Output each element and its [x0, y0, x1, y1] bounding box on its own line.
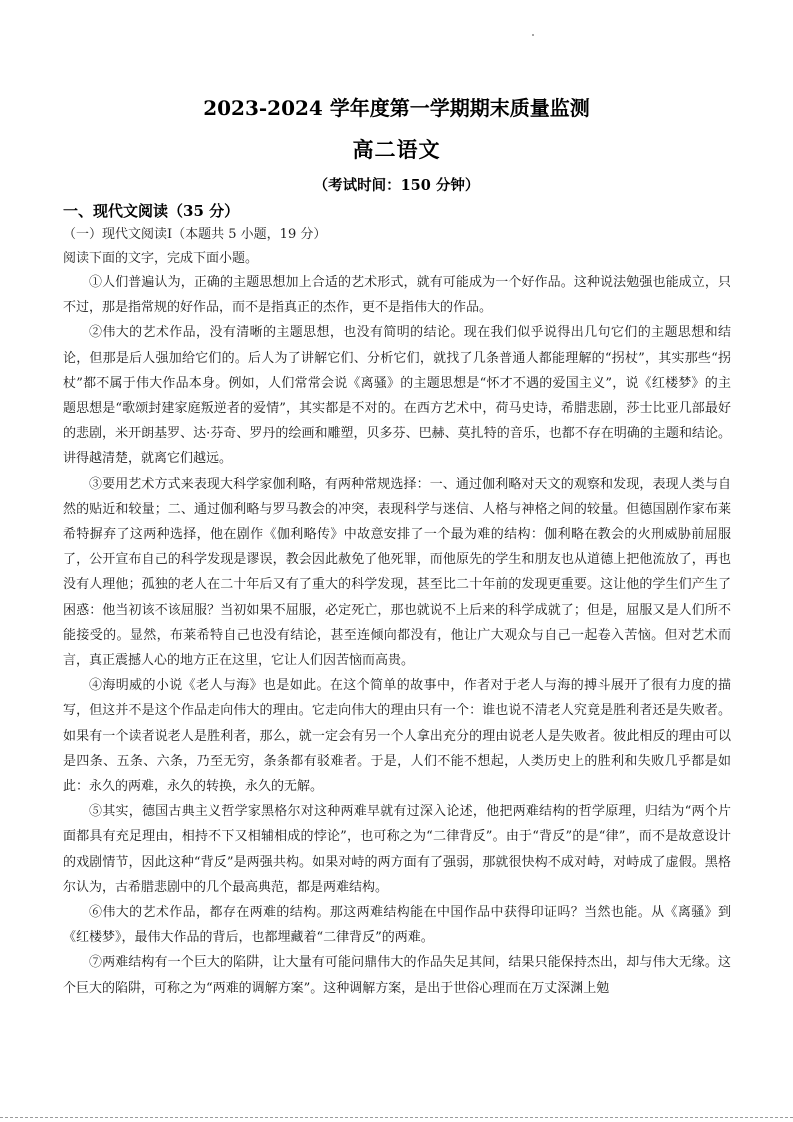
- exam-time: （考试时间：150 分钟）: [313, 177, 480, 194]
- paragraph-2: ②伟大的艺术作品，没有清晰的主题思想，也没有简明的结论。现在我们似乎说得出几句它们的主题思想和结论，但那是后人强加给它们的。后人为了讲解它们、分析它们，就找了几条普通人都能理解的“拐杖”，其实那些“拐杖”都不属于伟大作品本身。例如，人们常常会说《离骚》的主题思想是“怀才不遇的爱国主义”，说《红楼梦》的主题思想是“歌颂封建家庭叛逆者的爱情”，其实都是不对的。在西方艺术中，荷马史诗，希腊悲剧，莎士比亚几部最好的悲剧，米开朗基罗、达·芬奇、罗丹的绘画和雕塑，贝多芬、巴赫、莫扎特的音乐，也都不存在明确的主题和结论。讲得越清楚，就离它们越远。: [63, 325, 731, 467]
- paragraph-1: ①人们普遍认为，正确的主题思想加上合适的艺术形式，就有可能成为一个好作品。这种说法勉强也能成立，只不过，那是指常规的好作品，而不是指真正的杰作，更不是指伟大的作品。: [63, 275, 731, 316]
- reading-passage: [63, 270, 731, 1001]
- paragraph-6: ⑥伟大的艺术作品，都存在两难的结构。那这两难结构能在中国作品中获得印证吗？当然也能。从《离骚》到《红楼梦》，最伟大作品的背后，也都埋藏着“二律背反”的两难。: [63, 905, 731, 946]
- exam-title: 2023-2024 学年度第一学期期末质量监测: [203, 96, 590, 120]
- page-bottom-rule: [0, 1117, 793, 1118]
- paragraph-3: ③要用艺术方式来表现大科学家伽利略，有两种常规选择：一、通过伽利略对天文的观察和发现，表现人类与自然的贴近和较量；二、通过伽利略与罗马教会的冲突，表现科学与迷信、人格与神格之间的较量。但德国剧作家布莱希特摒弃了这两种选择，他在剧作《伽利略传》中故意安排了一个最为难的结构：伽利略在教会的火刑威胁前屈服了，公开宣布自己的科学发现是谬误，教会因此赦免了他死罪，而他原先的学生和朋友也从道德上把他流放了，再也没有人理他；孤独的老人在二十年后又有了重大的科学发现，甚至比二十年前的发现更重要。这让他的学生们产生了困惑：他当初该不该屈服？当初如果不屈服，必定死亡，那也就说不上后来的科学成就了；但是，屈服又是人们所不能接受的。显然，布莱希特自己也没有结论，甚至连倾向都没有，他让广大观众与自己一起卷入苦恼。但对艺术而言，真正震撼人心的地方正在这里，它让人们因苦恼而高贵。: [63, 476, 731, 669]
- paragraph-7: ⑦两难结构有一个巨大的陷阱，让大量有可能问鼎伟大的作品失足其间，结果只能保持杰出，却与伟大无缘。这个巨大的陷阱，可称之为“两难的调解方案”。这种调解方案，是出于世俗心理而在万丈深渊上勉: [63, 955, 731, 996]
- section-heading: 一、现代文阅读（35 分）: [63, 202, 240, 220]
- scan-speck: [532, 34, 534, 36]
- subject-title: 高二语文: [352, 137, 441, 162]
- paragraph-5: ⑤其实，德国古典主义哲学家黑格尔对这种两难早就有过深入论述，他把两难结构的哲学原理，归结为“两个片面都具有充足理由，相持不下又相辅相成的悖论”，也可称之为“二律背反”。由于“背反”的是“律”，而不是故意设计的戏剧情节，因此这种“背反”是两强共构。如果对峙的两方面有了强弱，那就很快构不成对峙，对峙成了虚假。黑格尔认为，古希腊悲剧中的几个最高典范，都是两难结构。: [63, 804, 731, 895]
- paragraph-4: ④海明威的小说《老人与海》也是如此。在这个简单的故事中，作者对于老人与海的搏斗展开了很有力度的描写，但这并不是这个作品走向伟大的理由。它走向伟大的理由只有一个：谁也说不清老人究竟是胜利者还是失败者。如果有一个读者说老人是胜利者，那么，就一定会有另一个人拿出充分的理由说老人是失败者。彼此相反的理由可以是四条、五条、六条，乃至无穷，条条都有驳难者。于是，人们不能不想起，人类历史上的胜利和失败几乎都是如此：永久的两难，永久的转换，永久的无解。: [63, 678, 731, 795]
- section-subheading: （一）现代文阅读Ⅰ（本题共 5 小题，19 分）: [63, 227, 327, 242]
- reading-instruction: 阅读下面的文字，完成下面小题。: [63, 251, 259, 266]
